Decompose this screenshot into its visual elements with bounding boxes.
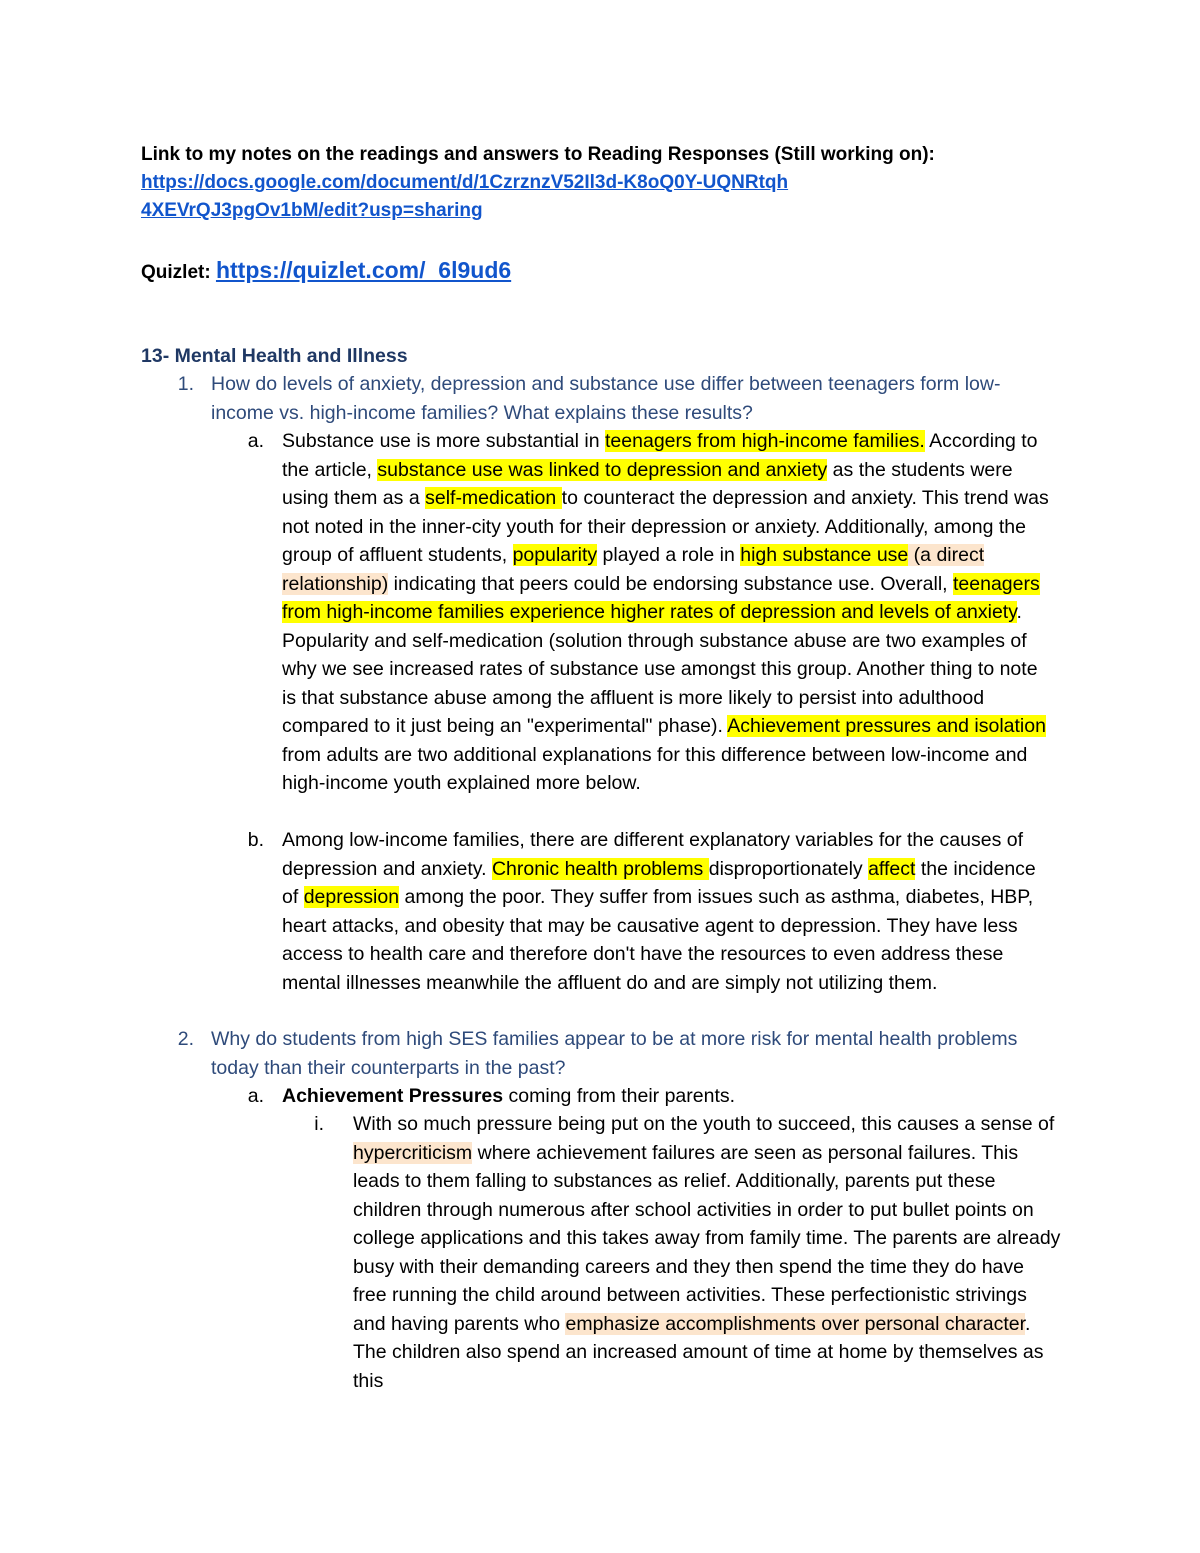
q2i-s2: where achievement failures are seen as personal failures. This leads to them falling to substances as relief. Additionally, parents put these children through numerous after school activities in order to put bullet points on college applications and this takes away from family time. The parents are already busy with their demanding careers and they then spend the time they do have free running the child around between activities. These perfectionistic strivings and having parents who xyxy=(353,1141,1061,1335)
notes-link[interactable]: https://docs.google.com/document/d/1CzrznzV52Il3d-K8oQ0Y-UQNRtqh4XEVrQJ3pgOv1bM/edit?usp=sharing xyxy=(141,172,789,221)
q2a-answer xyxy=(282,1082,1057,1111)
q1a-s6: indicating that peers could be endorsing substance use. Overall, xyxy=(388,572,953,595)
q2i-s1: With so much pressure being put on the youth to succeed, this causes a sense of xyxy=(353,1113,1055,1135)
highlight: depression xyxy=(303,886,400,908)
q1b-s3: the incidence of xyxy=(282,857,1036,908)
q1a-s3: as the students were using them as a xyxy=(282,458,1013,509)
q2i-answer xyxy=(353,1110,1063,1395)
q1a-s1: Substance use is more substantial in xyxy=(282,430,606,452)
quizlet-line xyxy=(141,254,511,289)
q1a-s8: from adults are two additional explanations for this difference between low-income and high-income youth explained more below. xyxy=(282,743,1028,794)
highlight-peach: hypercriticism xyxy=(353,1141,473,1164)
highlight: Chronic health problems xyxy=(491,857,709,880)
q1b-answer xyxy=(282,826,1057,997)
q1a-marker: a. xyxy=(247,430,264,452)
highlight: high substance use xyxy=(740,544,909,566)
highlight: teenagers from high-income families. xyxy=(605,430,925,452)
highlight: substance use was linked to depression and anxiety xyxy=(377,458,828,481)
q1a-answer xyxy=(282,427,1057,798)
highlight-peach: emphasize accomplishments over personal character xyxy=(565,1312,1026,1335)
q1a-s4: to counteract the depression and anxiety. This trend was not noted in the inner-city youth for their depression or anxiety. Additionally, among the group of affluent students, xyxy=(282,487,1049,566)
quizlet-link[interactable]: https://quizlet.com/_6l9ud6 xyxy=(215,257,512,283)
highlight: Achievement pressures and isolation xyxy=(727,715,1046,737)
q1b-s4: among the poor. They suffer from issues such as asthma, diabetes, HBP, heart attacks, and obesity that may be causative agent to depression. They have less access to health care and therefore don't have the resources to even address these mental illnesses meanwhile the affluent do and are simply not utilizing them. xyxy=(282,886,1034,994)
highlight: teenagers from high-income families experience higher rates of depression and levels of anxiety xyxy=(282,572,1040,623)
highlight: affect xyxy=(868,857,916,880)
q2-number: 2. xyxy=(177,1028,194,1050)
highlight: self-medication xyxy=(425,487,562,509)
q1b-s1: Among low-income families, there are different explanatory variables for the causes of depression and anxiety. xyxy=(282,829,1024,880)
section-heading: 13- Mental Health and Illness xyxy=(141,345,408,367)
q2a-rest: coming from their parents. xyxy=(503,1085,736,1107)
q1a-s7: . Popularity and self-medication (solution through substance abuse are two examples of why we see increased rates of substance use amongst this group. Another thing to note is that substance abuse among the affluent is more likely to persist into adulthood compared to it just being an "experimental" phase). xyxy=(282,601,1038,737)
q1b-marker: b. xyxy=(247,829,264,851)
intro-block xyxy=(141,141,1101,225)
highlight-peach: (a direct relationship) xyxy=(282,544,985,595)
q2i-marker: i. xyxy=(314,1113,324,1135)
q1-number: 1. xyxy=(177,373,194,395)
q2-text: Why do students from high SES families appear to be at more risk for mental health problems today than their counterparts in the past? xyxy=(211,1028,1018,1079)
highlight: popularity xyxy=(512,544,598,566)
q1a-s2: According to the article, xyxy=(282,430,1038,481)
q2a-bold: Achievement Pressures xyxy=(282,1085,504,1107)
q1-text: How do levels of anxiety, depression and substance use differ between teenagers form low-income vs. high-income families? What explains these results? xyxy=(211,373,1001,424)
q1a-s5: played a role in xyxy=(597,544,741,566)
q1b-s2: disproportionately xyxy=(708,857,869,880)
q2a-marker: a. xyxy=(247,1085,264,1107)
quizlet-label: Quizlet: xyxy=(141,262,211,283)
q2i-s3: . The children also spend an increased amount of time at home by themselves as this xyxy=(353,1312,1044,1392)
intro-title: Link to my notes on the readings and answers to Reading Responses (Still working on): xyxy=(141,144,935,165)
